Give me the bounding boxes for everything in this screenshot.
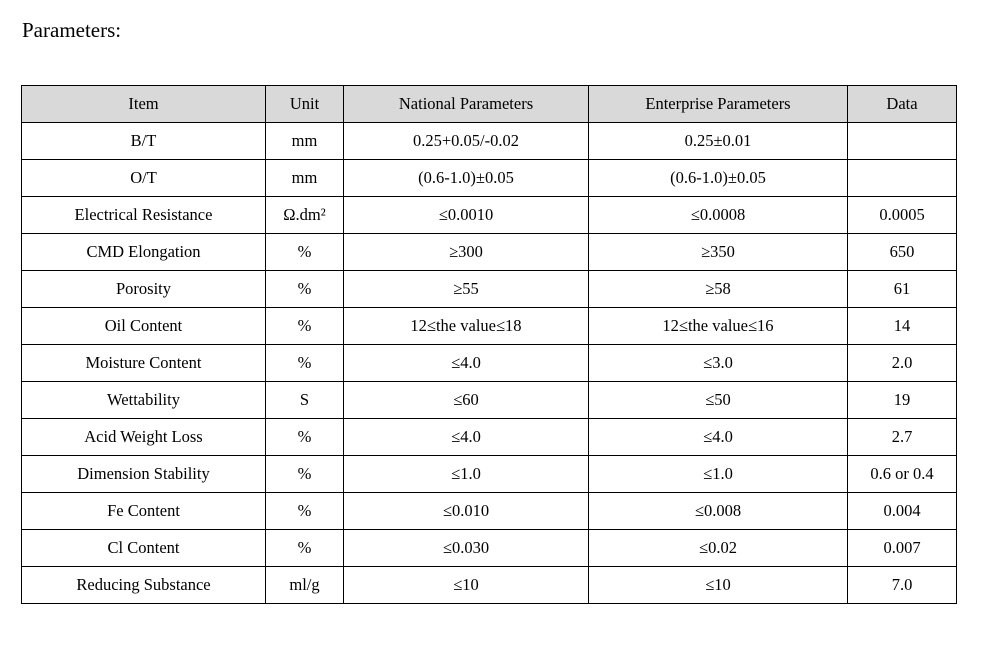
section-title: Parameters: — [22, 18, 122, 42]
table-cell: Wettability — [22, 382, 266, 419]
table-cell: O/T — [22, 160, 266, 197]
table-cell: 19 — [848, 382, 957, 419]
table-cell: 0.25±0.01 — [589, 123, 848, 160]
table-cell: Reducing Substance — [22, 567, 266, 604]
header-row — [22, 86, 957, 123]
table-cell: ≤0.02 — [589, 530, 848, 567]
table-cell: Oil Content — [22, 308, 266, 345]
table-cell: Ω.dm² — [266, 197, 344, 234]
table-cell: B/T — [22, 123, 266, 160]
table-cell: 2.0 — [848, 345, 957, 382]
table-cell: % — [266, 345, 344, 382]
table-cell: Cl Content — [22, 530, 266, 567]
table-cell: ≤4.0 — [344, 345, 589, 382]
table-cell: ml/g — [266, 567, 344, 604]
column-header: Item — [22, 86, 266, 123]
table-cell: ≤0.010 — [344, 493, 589, 530]
table-cell: ≤60 — [344, 382, 589, 419]
table-cell: % — [266, 234, 344, 271]
table-cell — [848, 123, 957, 160]
table-cell: 2.7 — [848, 419, 957, 456]
table-cell: % — [266, 456, 344, 493]
table-cell: 12≤the value≤18 — [344, 308, 589, 345]
table-cell: ≤10 — [344, 567, 589, 604]
table-row — [22, 271, 957, 308]
table-cell: Electrical Resistance — [22, 197, 266, 234]
table-cell: mm — [266, 123, 344, 160]
table-row — [22, 345, 957, 382]
table-cell: Acid Weight Loss — [22, 419, 266, 456]
parameters-table — [21, 85, 957, 604]
table-cell: ≤4.0 — [589, 419, 848, 456]
table-row — [22, 456, 957, 493]
table-cell: ≥58 — [589, 271, 848, 308]
table-cell: 7.0 — [848, 567, 957, 604]
table-cell: 0.007 — [848, 530, 957, 567]
table-row — [22, 493, 957, 530]
table-cell: ≤50 — [589, 382, 848, 419]
table-cell: (0.6-1.0)±0.05 — [344, 160, 589, 197]
table-row — [22, 234, 957, 271]
table-cell: ≤1.0 — [344, 456, 589, 493]
table-row — [22, 382, 957, 419]
table-cell: ≤0.008 — [589, 493, 848, 530]
table-cell: 0.6 or 0.4 — [848, 456, 957, 493]
table-cell: CMD Elongation — [22, 234, 266, 271]
table-cell: % — [266, 271, 344, 308]
table-cell: ≤3.0 — [589, 345, 848, 382]
table-cell: 0.0005 — [848, 197, 957, 234]
table-cell: 650 — [848, 234, 957, 271]
table-row — [22, 530, 957, 567]
table-cell: ≥55 — [344, 271, 589, 308]
table-row — [22, 308, 957, 345]
table-row — [22, 123, 957, 160]
table-cell: ≤1.0 — [589, 456, 848, 493]
column-header: Enterprise Parameters — [589, 86, 848, 123]
table-cell: % — [266, 493, 344, 530]
table-cell: ≤4.0 — [344, 419, 589, 456]
table-cell: Fe Content — [22, 493, 266, 530]
table-cell: 12≤the value≤16 — [589, 308, 848, 345]
table-cell: Porosity — [22, 271, 266, 308]
table-cell: % — [266, 530, 344, 567]
table-row — [22, 160, 957, 197]
table-cell: (0.6-1.0)±0.05 — [589, 160, 848, 197]
table-row — [22, 567, 957, 604]
table-cell: ≤0.030 — [344, 530, 589, 567]
table-cell: % — [266, 419, 344, 456]
column-header: Data — [848, 86, 957, 123]
table-cell: 61 — [848, 271, 957, 308]
table-cell: 0.25+0.05/-0.02 — [344, 123, 589, 160]
table-cell — [848, 160, 957, 197]
table-cell: % — [266, 308, 344, 345]
table-row — [22, 197, 957, 234]
column-header: National Parameters — [344, 86, 589, 123]
table-cell: ≤0.0008 — [589, 197, 848, 234]
table-cell: Moisture Content — [22, 345, 266, 382]
table-cell: 0.004 — [848, 493, 957, 530]
table-cell: Dimension Stability — [22, 456, 266, 493]
column-header: Unit — [266, 86, 344, 123]
table-cell: 14 — [848, 308, 957, 345]
table-cell: ≥350 — [589, 234, 848, 271]
table-cell: S — [266, 382, 344, 419]
table-cell: ≥300 — [344, 234, 589, 271]
table-cell: ≤0.0010 — [344, 197, 589, 234]
table-cell: mm — [266, 160, 344, 197]
table-cell: ≤10 — [589, 567, 848, 604]
table-row — [22, 419, 957, 456]
